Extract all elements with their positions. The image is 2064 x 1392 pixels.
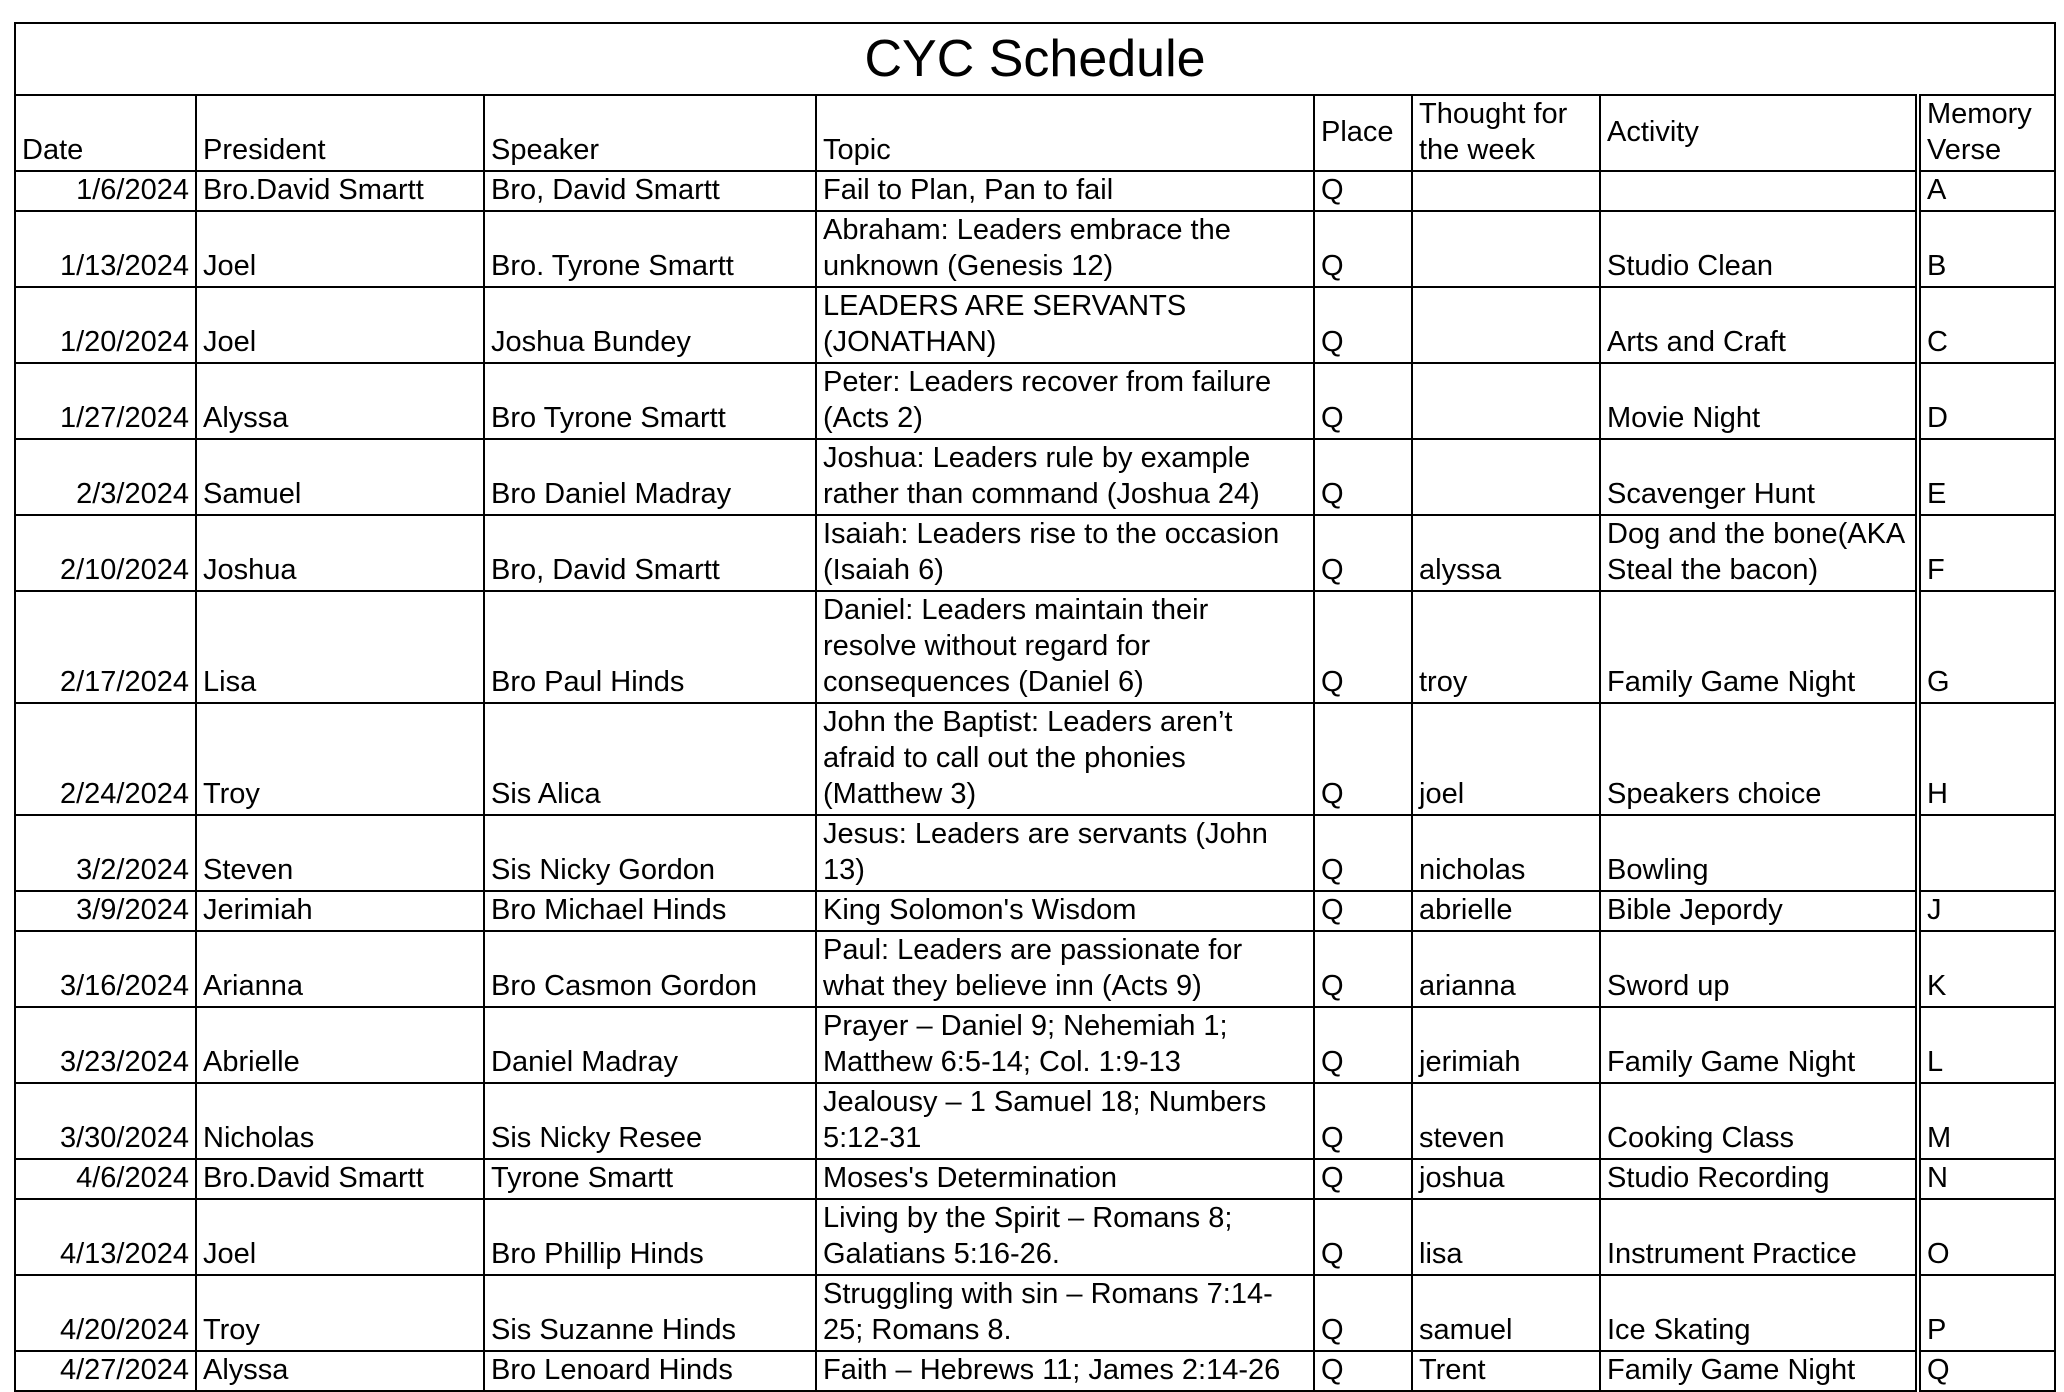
cell-speaker[interactable]: Bro. Tyrone Smartt xyxy=(484,211,816,287)
cell-date[interactable]: 2/17/2024 xyxy=(15,591,196,703)
cell-speaker[interactable]: Bro, David Smartt xyxy=(484,171,816,211)
table-row xyxy=(15,1083,2055,1159)
cell-thought[interactable]: joel xyxy=(1412,703,1600,815)
col-header-president[interactable]: President xyxy=(196,95,484,171)
cell-president[interactable]: Joel xyxy=(196,287,484,363)
cell-topic[interactable]: Jealousy – 1 Samuel 18; Numbers 5:12-31 xyxy=(816,1083,1314,1159)
cell-president[interactable]: Troy xyxy=(196,1275,484,1351)
cell-date[interactable]: 1/6/2024 xyxy=(15,171,196,211)
cell-memory-verse[interactable]: Q xyxy=(1918,1351,2055,1391)
cell-topic[interactable]: Daniel: Leaders maintain their resolve without regard for consequences (Daniel 6) xyxy=(816,591,1314,703)
cell-activity[interactable]: Studio Clean xyxy=(1600,211,1918,287)
col-header-place[interactable]: Place xyxy=(1314,95,1412,171)
cell-speaker[interactable]: Joshua Bundey xyxy=(484,287,816,363)
cell-place[interactable]: Q xyxy=(1314,1351,1412,1391)
cell-thought[interactable] xyxy=(1412,171,1600,211)
cell-speaker[interactable]: Tyrone Smartt xyxy=(484,1159,816,1199)
cell-activity[interactable]: Bible Jepordy xyxy=(1600,891,1918,931)
cell-president[interactable]: Troy xyxy=(196,703,484,815)
cell-topic[interactable]: Abraham: Leaders embrace the unknown (Genesis 12) xyxy=(816,211,1314,287)
cell-president[interactable]: Arianna xyxy=(196,931,484,1007)
cell-place[interactable]: Q xyxy=(1314,515,1412,591)
cell-place[interactable]: Q xyxy=(1314,439,1412,515)
table-row xyxy=(15,931,2055,1007)
cell-thought[interactable] xyxy=(1412,287,1600,363)
cell-memory-verse[interactable]: D xyxy=(1918,363,2055,439)
cell-speaker[interactable]: Bro Casmon Gordon xyxy=(484,931,816,1007)
table-row xyxy=(15,515,2055,591)
cell-topic[interactable]: Paul: Leaders are passionate for what they believe inn (Acts 9) xyxy=(816,931,1314,1007)
col-header-speaker[interactable]: Speaker xyxy=(484,95,816,171)
cell-speaker[interactable]: Bro Daniel Madray xyxy=(484,439,816,515)
cell-president[interactable]: Steven xyxy=(196,815,484,891)
cell-topic[interactable]: Faith – Hebrews 11; James 2:14-26 xyxy=(816,1351,1314,1391)
cell-memory-verse[interactable]: H xyxy=(1918,703,2055,815)
cell-speaker[interactable]: Sis Suzanne Hinds xyxy=(484,1275,816,1351)
cell-memory-verse[interactable]: M xyxy=(1918,1083,2055,1159)
cell-place[interactable]: Q xyxy=(1314,1007,1412,1083)
cell-date[interactable]: 2/10/2024 xyxy=(15,515,196,591)
cell-place[interactable]: Q xyxy=(1314,1275,1412,1351)
cell-activity[interactable]: Movie Night xyxy=(1600,363,1918,439)
table-row xyxy=(15,439,2055,515)
cell-date[interactable]: 3/16/2024 xyxy=(15,931,196,1007)
cell-speaker[interactable]: Sis Alica xyxy=(484,703,816,815)
cell-date[interactable]: 3/30/2024 xyxy=(15,1083,196,1159)
cell-memory-verse[interactable] xyxy=(1918,815,2055,891)
cell-topic[interactable]: Fail to Plan, Pan to fail xyxy=(816,171,1314,211)
col-header-date[interactable]: Date xyxy=(15,95,196,171)
cell-president[interactable]: Bro.David Smartt xyxy=(196,171,484,211)
cell-president[interactable]: Lisa xyxy=(196,591,484,703)
cell-activity[interactable]: Arts and Craft xyxy=(1600,287,1918,363)
cell-thought[interactable]: abrielle xyxy=(1412,891,1600,931)
cell-thought[interactable]: samuel xyxy=(1412,1275,1600,1351)
cell-thought[interactable]: joshua xyxy=(1412,1159,1600,1199)
cell-activity[interactable]: Instrument Practice xyxy=(1600,1199,1918,1275)
cell-date[interactable]: 4/27/2024 xyxy=(15,1351,196,1391)
cell-president[interactable]: Bro.David Smartt xyxy=(196,1159,484,1199)
cell-place[interactable]: Q xyxy=(1314,171,1412,211)
cell-memory-verse[interactable]: L xyxy=(1918,1007,2055,1083)
cell-date[interactable]: 1/20/2024 xyxy=(15,287,196,363)
col-header-memory-verse[interactable]: Memory Verse xyxy=(1918,95,2055,171)
cell-president[interactable]: Abrielle xyxy=(196,1007,484,1083)
table-row xyxy=(15,211,2055,287)
cell-memory-verse[interactable]: E xyxy=(1918,439,2055,515)
cell-memory-verse[interactable]: C xyxy=(1918,287,2055,363)
cell-place[interactable]: Q xyxy=(1314,891,1412,931)
cell-activity[interactable]: Studio Recording xyxy=(1600,1159,1918,1199)
cell-date[interactable]: 3/2/2024 xyxy=(15,815,196,891)
cell-memory-verse[interactable]: O xyxy=(1918,1199,2055,1275)
cell-thought[interactable]: lisa xyxy=(1412,1199,1600,1275)
cell-president[interactable]: Joel xyxy=(196,211,484,287)
cell-memory-verse[interactable]: A xyxy=(1918,171,2055,211)
cell-memory-verse[interactable]: J xyxy=(1918,891,2055,931)
cell-speaker[interactable]: Bro, David Smartt xyxy=(484,515,816,591)
cell-memory-verse[interactable]: F xyxy=(1918,515,2055,591)
sheet-title: CYC Schedule xyxy=(15,23,2055,95)
cell-date[interactable]: 2/3/2024 xyxy=(15,439,196,515)
cell-president[interactable]: Joel xyxy=(196,1199,484,1275)
cell-thought[interactable]: troy xyxy=(1412,591,1600,703)
cell-memory-verse[interactable]: P xyxy=(1918,1275,2055,1351)
cell-thought[interactable]: steven xyxy=(1412,1083,1600,1159)
table-row xyxy=(15,815,2055,891)
cell-speaker[interactable]: Bro Lenoard Hinds xyxy=(484,1351,816,1391)
cell-topic[interactable]: LEADERS ARE SERVANTS (JONATHAN) xyxy=(816,287,1314,363)
cell-speaker[interactable]: Bro Paul Hinds xyxy=(484,591,816,703)
cell-topic[interactable]: Joshua: Leaders rule by example rather than command (Joshua 24) xyxy=(816,439,1314,515)
cell-president[interactable]: Alyssa xyxy=(196,363,484,439)
cell-speaker[interactable]: Bro Tyrone Smartt xyxy=(484,363,816,439)
cell-activity[interactable]: Sword up xyxy=(1600,931,1918,1007)
cell-memory-verse[interactable]: G xyxy=(1918,591,2055,703)
cell-topic[interactable]: Isaiah: Leaders rise to the occasion (Isaiah 6) xyxy=(816,515,1314,591)
cell-date[interactable]: 3/9/2024 xyxy=(15,891,196,931)
cell-place[interactable]: Q xyxy=(1314,1199,1412,1275)
cell-memory-verse[interactable]: B xyxy=(1918,211,2055,287)
cell-topic[interactable]: Struggling with sin – Romans 7:14-25; Romans 8. xyxy=(816,1275,1314,1351)
table-row xyxy=(15,171,2055,211)
col-header-topic[interactable]: Topic xyxy=(816,95,1314,171)
schedule-rows xyxy=(15,171,2055,1391)
table-row xyxy=(15,1159,2055,1199)
table-row xyxy=(15,891,2055,931)
cell-president[interactable]: Joshua xyxy=(196,515,484,591)
cell-place[interactable]: Q xyxy=(1314,287,1412,363)
table-row xyxy=(15,1199,2055,1275)
cell-president[interactable]: Samuel xyxy=(196,439,484,515)
table-row xyxy=(15,1007,2055,1083)
cell-memory-verse[interactable]: N xyxy=(1918,1159,2055,1199)
cell-activity[interactable]: Family Game Night xyxy=(1600,1007,1918,1083)
cell-activity[interactable]: Bowling xyxy=(1600,815,1918,891)
cell-topic[interactable]: Prayer – Daniel 9; Nehemiah 1; Matthew 6:5-14; Col. 1:9-13 xyxy=(816,1007,1314,1083)
cell-president[interactable]: Alyssa xyxy=(196,1351,484,1391)
cell-topic[interactable]: Moses's Determination xyxy=(816,1159,1314,1199)
col-header-activity[interactable]: Activity xyxy=(1600,95,1918,171)
header-row xyxy=(15,95,2055,171)
cell-thought[interactable]: nicholas xyxy=(1412,815,1600,891)
cell-date[interactable]: 4/13/2024 xyxy=(15,1199,196,1275)
cell-activity[interactable]: Family Game Night xyxy=(1600,1351,1918,1391)
cell-activity[interactable]: Speakers choice xyxy=(1600,703,1918,815)
cell-activity[interactable]: Cooking Class xyxy=(1600,1083,1918,1159)
cell-place[interactable]: Q xyxy=(1314,591,1412,703)
table-row xyxy=(15,1351,2055,1391)
cell-activity[interactable] xyxy=(1600,171,1918,211)
cell-speaker[interactable]: Bro Michael Hinds xyxy=(484,891,816,931)
cell-president[interactable]: Jerimiah xyxy=(196,891,484,931)
table-row xyxy=(15,287,2055,363)
schedule-sheet xyxy=(14,22,2054,1392)
cell-place[interactable]: Q xyxy=(1314,703,1412,815)
cell-date[interactable]: 1/13/2024 xyxy=(15,211,196,287)
cell-date[interactable]: 4/6/2024 xyxy=(15,1159,196,1199)
col-header-thought[interactable]: Thought for the week xyxy=(1412,95,1600,171)
cell-speaker[interactable]: Daniel Madray xyxy=(484,1007,816,1083)
cell-place[interactable]: Q xyxy=(1314,931,1412,1007)
cell-thought[interactable] xyxy=(1412,439,1600,515)
cell-date[interactable]: 1/27/2024 xyxy=(15,363,196,439)
cell-topic[interactable]: John the Baptist: Leaders aren’t afraid to call out the phonies (Matthew 3) xyxy=(816,703,1314,815)
cell-topic[interactable]: Peter: Leaders recover from failure (Acts 2) xyxy=(816,363,1314,439)
cell-topic[interactable]: King Solomon's Wisdom xyxy=(816,891,1314,931)
cell-thought[interactable]: arianna xyxy=(1412,931,1600,1007)
table-row xyxy=(15,363,2055,439)
cell-place[interactable]: Q xyxy=(1314,815,1412,891)
cell-thought[interactable] xyxy=(1412,211,1600,287)
cell-place[interactable]: Q xyxy=(1314,211,1412,287)
cell-president[interactable]: Nicholas xyxy=(196,1083,484,1159)
cell-thought[interactable] xyxy=(1412,363,1600,439)
schedule-table xyxy=(14,22,2056,1392)
cell-speaker[interactable]: Bro Phillip Hinds xyxy=(484,1199,816,1275)
cell-thought[interactable]: alyssa xyxy=(1412,515,1600,591)
cell-activity[interactable]: Scavenger Hunt xyxy=(1600,439,1918,515)
cell-date[interactable]: 3/23/2024 xyxy=(15,1007,196,1083)
cell-memory-verse[interactable]: K xyxy=(1918,931,2055,1007)
cell-activity[interactable]: Dog and the bone(AKA Steal the bacon) xyxy=(1600,515,1918,591)
cell-date[interactable]: 4/20/2024 xyxy=(15,1275,196,1351)
cell-activity[interactable]: Family Game Night xyxy=(1600,591,1918,703)
cell-activity[interactable]: Ice Skating xyxy=(1600,1275,1918,1351)
cell-place[interactable]: Q xyxy=(1314,1083,1412,1159)
cell-place[interactable]: Q xyxy=(1314,1159,1412,1199)
cell-topic[interactable]: Living by the Spirit – Romans 8; Galatians 5:16-26. xyxy=(816,1199,1314,1275)
table-row xyxy=(15,703,2055,815)
cell-topic[interactable]: Jesus: Leaders are servants (John 13) xyxy=(816,815,1314,891)
cell-place[interactable]: Q xyxy=(1314,363,1412,439)
cell-thought[interactable]: jerimiah xyxy=(1412,1007,1600,1083)
table-row xyxy=(15,1275,2055,1351)
cell-speaker[interactable]: Sis Nicky Resee xyxy=(484,1083,816,1159)
cell-date[interactable]: 2/24/2024 xyxy=(15,703,196,815)
cell-thought[interactable]: Trent xyxy=(1412,1351,1600,1391)
cell-speaker[interactable]: Sis Nicky Gordon xyxy=(484,815,816,891)
table-row xyxy=(15,591,2055,703)
